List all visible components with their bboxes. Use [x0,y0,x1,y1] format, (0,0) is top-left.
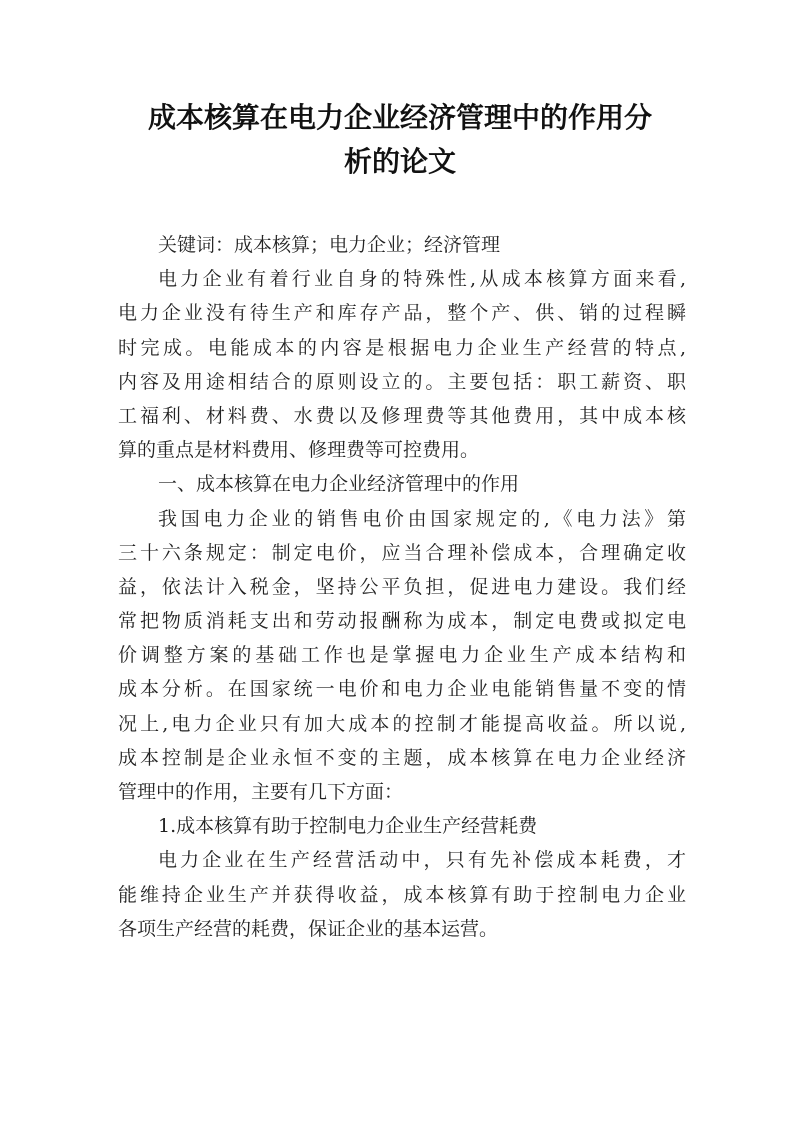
paragraph-line: 管理中的作用，主要有几下方面： [118,781,404,803]
paragraph-line: 内容及用途相结合的原则设立的。主要包括：职工薪资、职 [118,370,686,393]
paragraph-line: 益，依法计入税金，坚持公平负担，促进电力建设。我们经 [118,575,686,598]
document-body [118,228,686,946]
subsection-heading-line: 1.成本核算有助于控制电力企业生产经营耗费 [158,815,538,838]
section-heading [118,467,686,501]
paragraph-line: 算的重点是材料费用、修理费等可控费用。 [118,439,480,462]
body-paragraph [118,502,686,810]
paragraph-line: 工福利、材料费、水费以及修理费等其他费用，其中成本核 [118,404,686,427]
paragraph-line: 况上,电力企业只有加大成本的控制才能提高收益。所以说, [118,712,686,735]
paragraph-line: 各项生产经营的耗费，保证企业的基本运营。 [118,917,499,940]
paragraph-line: 常把物质消耗支出和劳动报酬称为成本，制定电费或拟定电 [118,610,686,633]
subsection-heading [118,809,686,843]
keywords-line: 关键词：成本核算；电力企业；经济管理 [158,234,501,256]
title-line-2: 析的论文 [343,145,456,178]
paragraph-line: 电力企业没有待生产和库存产品，整个产、供、销的过程瞬 [118,302,686,325]
paragraph-line: 成本控制是企业永恒不变的主题，成本核算在电力企业经济 [118,746,686,769]
paragraph-line: 时完成。电能成本的内容是根据电力企业生产经营的特点, [118,336,686,359]
document-title [100,96,700,184]
paragraph-line: 成本分析。在国家统一电价和电力企业电能销售量不变的情 [118,678,686,701]
paragraph-line: 电力企业有着行业自身的特殊性,从成本核算方面来看, [158,268,686,291]
section-heading-line: 一、成本核算在电力企业经济管理中的作用 [158,473,520,496]
body-paragraph [118,843,686,946]
paragraph-line: 我国电力企业的销售电价由国家规定的,《电力法》第 [158,507,686,530]
body-paragraph [118,262,686,467]
paragraph-line: 能维持企业生产并获得收益，成本核算有助于控制电力企业 [118,883,686,906]
keywords-paragraph [118,228,686,262]
paragraph-line: 三十六条规定：制定电价，应当合理补偿成本，合理确定收 [118,541,686,564]
title-line-1: 成本核算在电力企业经济管理中的作用分 [147,101,652,134]
paragraph-line: 价调整方案的基础工作也是掌握电力企业生产成本结构和 [118,644,686,667]
paragraph-line: 电力企业在生产经营活动中，只有先补偿成本耗费，才 [158,849,686,872]
